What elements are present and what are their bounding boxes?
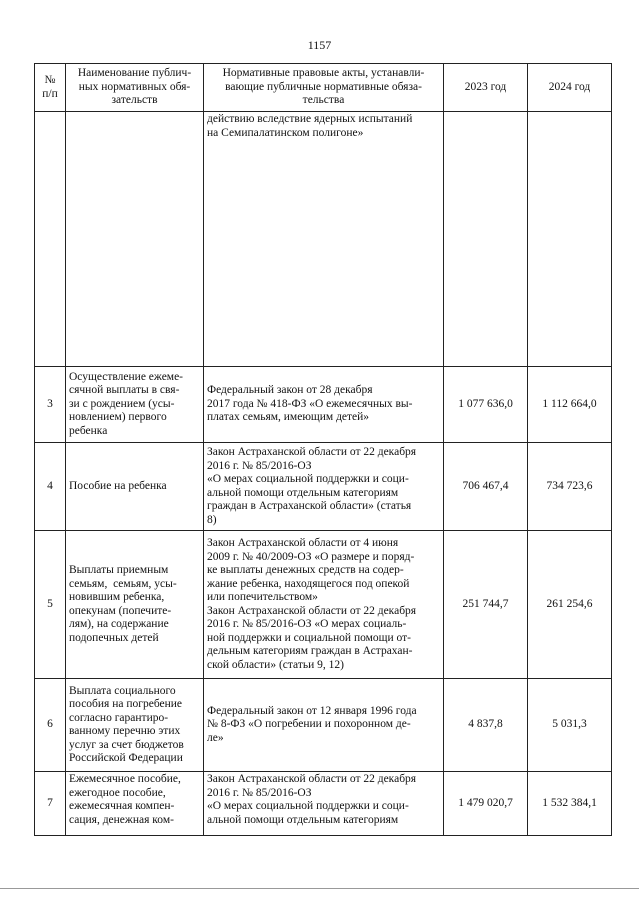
legal-act-line: жание ребенка, находящегося под опекой [207,577,410,590]
obligation-name-line: Выплата социального [69,684,176,697]
obligation-name [66,772,204,836]
header-num-line: п/п [42,87,58,100]
obligation-name-line: сячной выплаты в свя- [69,384,180,397]
obligation-name [66,679,204,772]
header-acts-line: Нормативные правовые акты, устанавли- [222,67,425,80]
legal-act [204,772,444,836]
obligation-name-line: зи с рождением (усы- [69,397,175,410]
legal-act-line: «О мерах социальной поддержки и соци- [207,800,409,812]
header-num [35,64,66,112]
legal-act-line: Федеральный закон от 12 января 1996 года [207,704,417,717]
header-name [66,64,204,112]
obligation-name-line: ежегодное пособие, [69,786,166,799]
obligation-name [66,443,204,531]
legal-act-line: альной помощи отдельным категориям [207,813,399,826]
legal-act-line: 8) [207,513,217,526]
obligation-name [66,531,204,679]
obligation-name-line: новлением) первого [69,411,167,424]
header-num-line: № [44,74,56,86]
legal-act-line: Закон Астраханской области от 22 декабря [207,773,417,785]
obligation-name-line: подопечных детей [69,631,159,644]
amount-2024: 261 254,6 [528,531,612,679]
amount-2023 [444,112,528,367]
legal-act-line: дельным категориям граждан в Астрахан- [207,645,413,657]
page-number: 1157 [307,38,332,52]
amount-2023: 1 479 020,7 [444,772,528,836]
amount-2024: 1 532 384,1 [528,772,612,836]
table-row [35,679,612,772]
legal-act-line: на Семипалатинском полигоне» [207,126,364,139]
legal-act-line: № 8-ФЗ «О погребении и похоронном де- [207,718,411,731]
legal-act-line: 2017 года № 418-ФЗ «О ежемесячных вы- [207,397,413,410]
obligation-name-line: лям), на содержание [69,618,169,630]
legal-act-line: действию вследствие ядерных испытаний [207,113,413,125]
legal-act [204,679,444,772]
obligation-name-line: Выплаты приемным [69,564,169,576]
legal-act [204,443,444,531]
header-name-line: зательств [111,94,158,107]
obligation-name-line: опекунам (попечите- [69,604,172,617]
legal-act-line: 2009 г. № 40/2009-ОЗ «О размере и поряд- [207,550,415,563]
legal-act-line: платах семьям, имеющим детей» [207,411,370,424]
legal-act-line: ской области» (статьи 9, 12) [207,658,344,671]
table-row [35,772,612,836]
legal-act-line: 2016 г. № 85/2016-ОЗ [207,786,312,799]
header-row [35,64,612,112]
obligation-name-line: ежемесячная компен- [69,800,175,812]
table-row [35,443,612,531]
obligation-name-line: услуг за счет бюджетов [69,738,184,751]
amount-2023: 251 744,7 [444,531,528,679]
table-row [35,367,612,443]
amount-2023: 4 837,8 [444,679,528,772]
obligation-name-line: ванному перечню этих [69,725,181,737]
row-number: 7 [35,772,66,836]
header-acts-line: вающие публичные нормативные обяза- [225,80,422,93]
header-year-2023: 2023 год [444,64,528,112]
obligation-name-line: Российской Федерации [69,752,183,764]
legal-act-line: граждан в Астраханской области» (статья [207,500,412,512]
row-number: 3 [35,367,66,443]
obligation-name-line: Пособие на ребенка [69,479,167,492]
legal-act-line: Закон Астраханской области от 22 декабря [207,446,417,458]
header-year-2024: 2024 год [528,64,612,112]
amount-2024 [528,112,612,367]
legal-act-line: альной помощи отдельным категориям [207,486,399,499]
obligation-name-line: ребенка [69,424,108,437]
legal-act-line: 2016 г. № 85/2016-ОЗ «О мерах социаль- [207,618,407,630]
row-number: 4 [35,443,66,531]
header-name-line: ных нормативных обя- [78,80,191,93]
page-bottom-divider [0,888,639,889]
legal-act-line: ке выплаты денежных средств на содер- [207,564,404,576]
amount-2023: 1 077 636,0 [444,367,528,443]
obligation-name-line: семьям, семьям, усы- [69,577,177,590]
obligation-name [66,367,204,443]
obligation-name-line: новившим ребенка, [69,591,165,603]
obligation-name-line: Ежемесячное пособие, [69,773,181,785]
legal-act-line: или попечительством» [207,591,318,603]
header-acts-line: тельства [302,94,345,107]
legal-act [204,531,444,679]
obligation-name-line: согласно гарантиро- [69,711,169,724]
table-row [35,112,612,367]
amount-2023: 706 467,4 [444,443,528,531]
obligation-name-line: пособия на погребение [69,698,183,710]
obligations-table [34,63,612,836]
obligation-name-line: сация, денежная ком- [69,813,174,826]
amount-2024: 734 723,6 [528,443,612,531]
legal-act-line: Закон Астраханской области от 4 июня [207,537,399,549]
obligation-name [66,112,204,367]
legal-act-line: Федеральный закон от 28 декабря [207,384,373,397]
legal-act [204,112,444,367]
legal-act-line: ле» [207,731,224,744]
amount-2024: 1 112 664,0 [528,367,612,443]
legal-act-line: Закон Астраханской области от 22 декабря [207,604,417,617]
row-number: 5 [35,531,66,679]
header-name-line: Наименование публич- [77,67,192,80]
table-row [35,531,612,679]
legal-act [204,367,444,443]
amount-2024: 5 031,3 [528,679,612,772]
legal-act-line: ной поддержки и социальной помощи от- [207,631,411,644]
row-number: 6 [35,679,66,772]
header-acts [204,64,444,112]
obligation-name-line: Осуществление ежеме- [69,370,184,383]
legal-act-line: 2016 г. № 85/2016-ОЗ [207,459,312,472]
legal-act-line: «О мерах социальной поддержки и соци- [207,473,409,485]
row-number [35,112,66,367]
